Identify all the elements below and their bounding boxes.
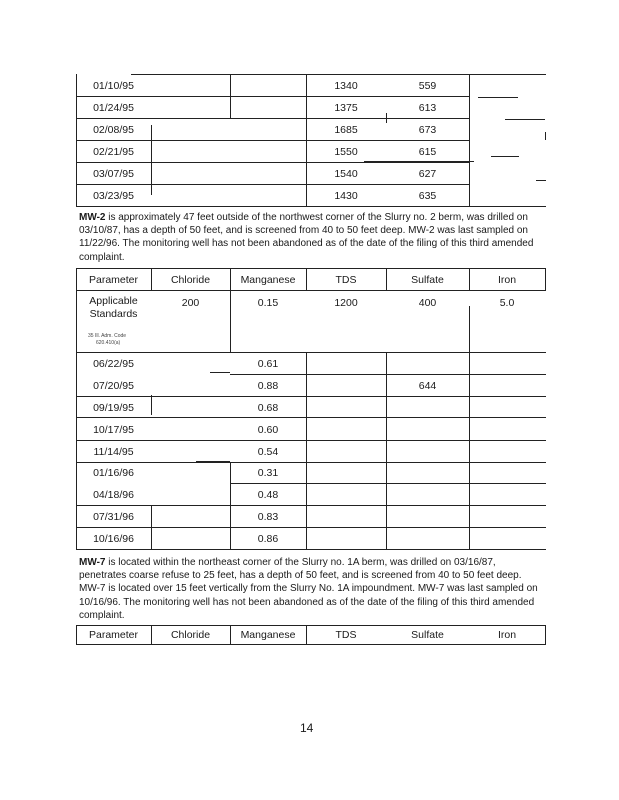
row-sulfate: 673 [418,124,437,136]
header-iron: Iron [497,629,517,641]
mw7-text: is located within the northeast corner of the Slurry no. 1A berm, was drilled on 03/16/87, penetrates coarse refuse to 25 feet, has a depth of 50 feet, and is screened from 40 to 50 feet deep. MW-7 is located over 15 feet vertically from the Slurry No. 1A impoundment. MW-7 was last sampled on 10/16/96. The monitoring well has not been abandoned as of the date of the filing of this third amended complaint. [79,557,538,621]
row-manganese: 0.31 [257,467,279,479]
header-tds: TDS [335,274,357,286]
header-manganese: Manganese [240,274,296,286]
row-sulfate: 559 [418,80,437,92]
header-parameter: Parameter [88,629,139,641]
row-manganese: 0.68 [257,402,279,414]
standard-tds: 1200 [334,297,358,309]
header-manganese: Manganese [240,629,296,641]
standard-manganese: 0.15 [257,297,279,309]
row-sulfate: 627 [418,168,437,180]
row-sulfate: 644 [418,380,437,392]
standards-label-line2: Standards [89,308,138,320]
page-number: 14 [300,721,314,735]
header-chloride: Chloride [170,629,211,641]
row-date: 02/08/95 [93,124,134,136]
row-date: 07/20/95 [93,380,134,392]
row-sulfate: 635 [418,190,437,202]
row-manganese: 0.88 [257,380,279,392]
standard-chloride: 200 [181,297,200,309]
row-tds: 1550 [334,146,358,158]
standards-note-line2: 620.410(a) [96,340,121,346]
standards-label-line1: Applicable [89,295,138,307]
row-manganese: 0.86 [257,533,279,545]
mw7-description [79,556,539,622]
row-date: 04/18/96 [93,489,134,501]
row-date: 03/07/95 [93,168,134,180]
row-tds: 1685 [334,124,358,136]
standard-iron: 5.0 [499,297,515,309]
row-manganese: 0.60 [257,424,279,436]
row-tds: 1540 [334,168,358,180]
row-date: 09/19/95 [93,402,134,414]
row-sulfate: 613 [418,102,437,114]
row-manganese: 0.83 [257,511,279,523]
row-date: 06/22/95 [93,358,134,370]
row-sulfate: 615 [418,146,437,158]
row-date: 10/17/95 [93,424,134,436]
header-iron: Iron [497,274,517,286]
row-date: 02/21/95 [93,146,134,158]
mw2-text: is approximately 47 feet outside of the northwest corner of the Slurry no. 2 berm, was drilled on 03/10/87, has a depth of 50 feet, and is screened from 40 to 50 feet deep. MW-2 was last sampled on 11/22/96. The monitoring well has not been abandoned as of the date of the filing of this third amended complaint. [79,212,534,263]
row-tds: 1375 [334,102,358,114]
row-tds: 1340 [334,80,358,92]
row-manganese: 0.48 [257,489,279,501]
mw2-label: MW-2 [79,212,106,223]
header-tds: TDS [335,629,357,641]
header-sulfate: Sulfate [411,629,444,641]
row-manganese: 0.54 [257,446,279,458]
mw2-description [79,211,539,264]
standards-note-line1: 35 Ill. Adm. Code [88,333,127,339]
header-chloride: Chloride [170,274,211,286]
row-date: 01/24/95 [93,102,134,114]
row-date: 11/14/95 [93,446,134,458]
row-tds: 1430 [334,190,358,202]
row-manganese: 0.61 [257,358,279,370]
row-date: 01/16/96 [93,467,134,479]
row-date: 01/10/95 [93,80,134,92]
mw7-label: MW-7 [79,557,106,568]
row-date: 10/16/96 [93,533,134,545]
row-date: 07/31/96 [93,511,134,523]
header-sulfate: Sulfate [411,274,444,286]
standard-sulfate: 400 [418,297,437,309]
header-parameter: Parameter [88,274,139,286]
row-date: 03/23/95 [93,190,134,202]
